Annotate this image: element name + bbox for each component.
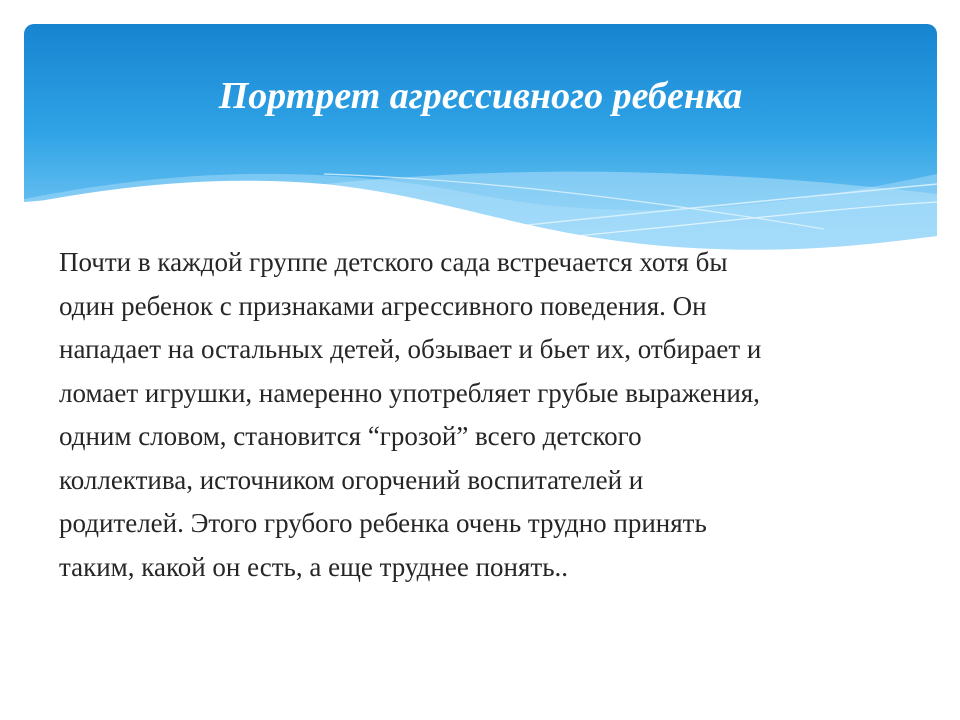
body-line: коллектива, источником огорчений воспитателей и: [59, 464, 644, 495]
wave-graphic: [24, 24, 937, 264]
body-line: нападает на остальных детей, обзывает и бьет их, отбирает и: [59, 334, 762, 364]
body-paragraph: [59, 241, 909, 589]
body-line: родителей. Этого грубого ребенка очень трудно принять: [59, 508, 707, 538]
body-line: одним словом, становится “грозой” всего детского: [59, 421, 642, 451]
body-line: один ребенок с признаками агрессивного поведения. Он: [59, 290, 707, 321]
body-line: Почти в каждой группе детского сада встречается хотя бы: [59, 247, 728, 277]
body-line: ломает игрушки, намеренно употребляет грубые выражения,: [59, 377, 760, 408]
slide-title: Портрет агрессивного ребенка: [218, 75, 743, 117]
body-line: таким, какой он есть, а еще труднее понять..: [59, 551, 569, 582]
header-wave-banner: [24, 24, 937, 264]
